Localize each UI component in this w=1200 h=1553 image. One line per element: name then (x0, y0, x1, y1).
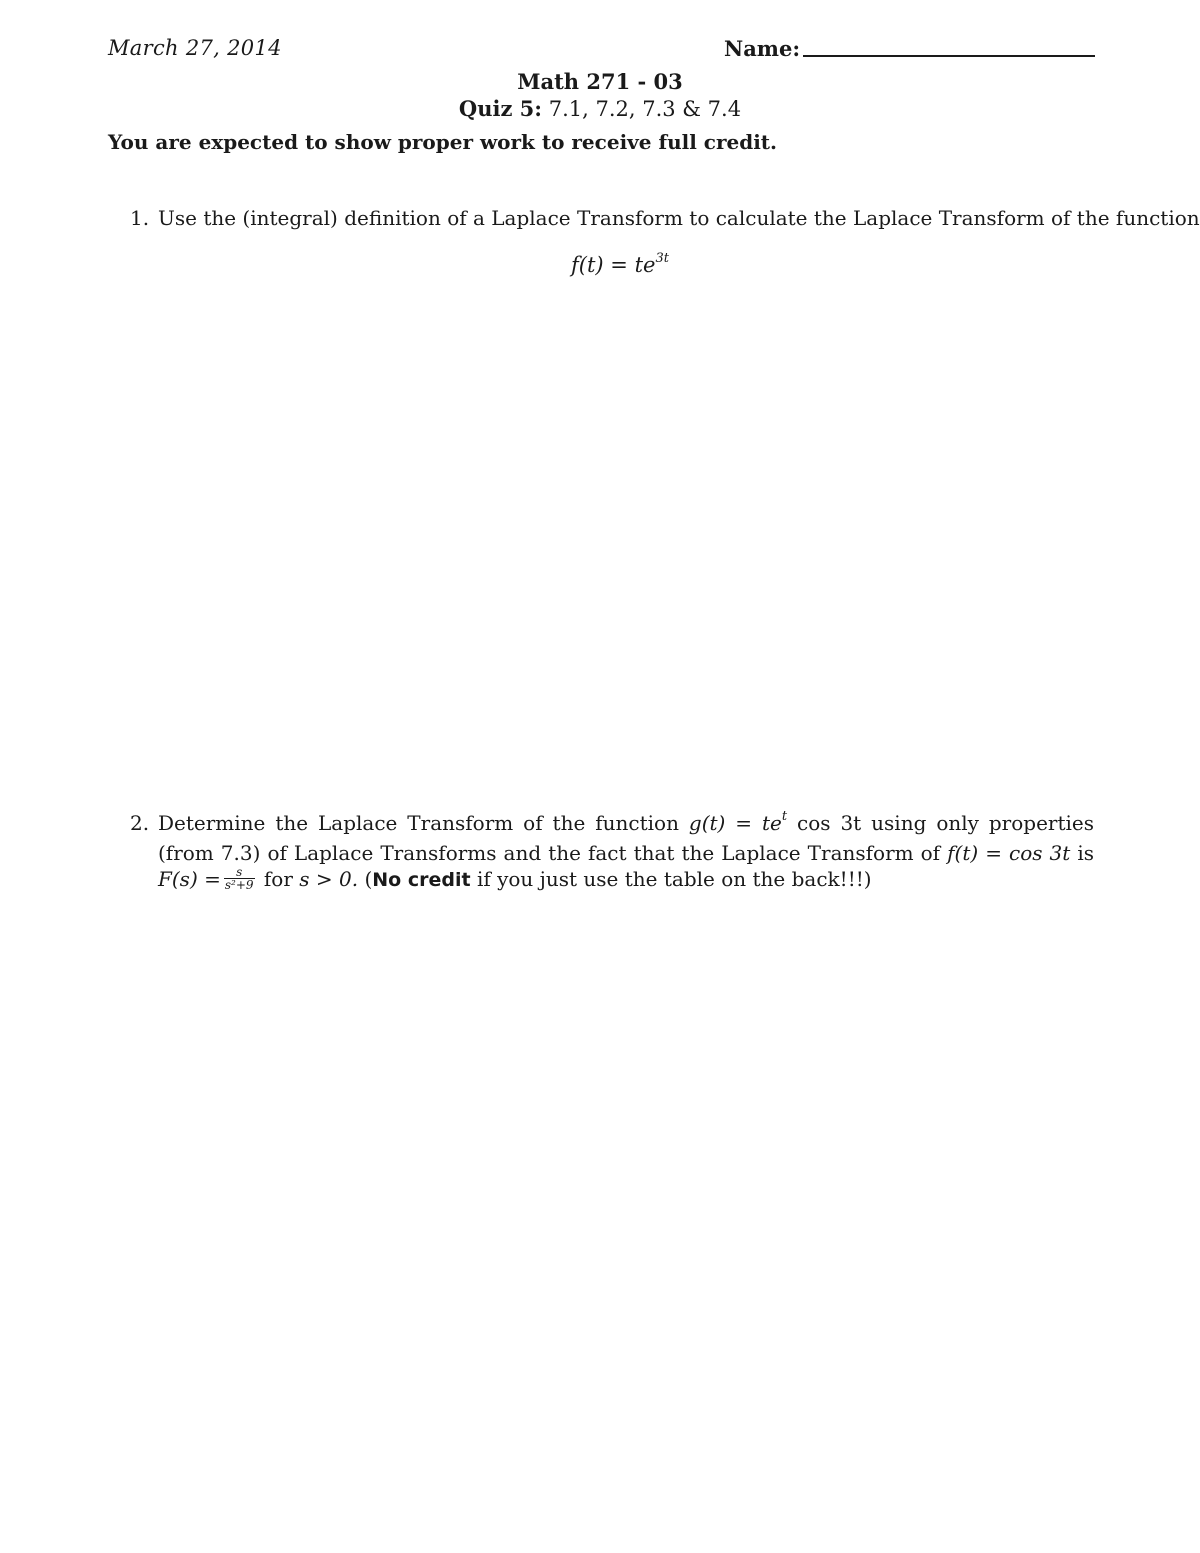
no-credit-warning: No credit (372, 869, 471, 891)
question-1-equation (0, 253, 1200, 277)
fraction-denominator: s²+9 (224, 878, 254, 892)
q2-tail: if you just use the table on the back!!!) (476, 867, 872, 891)
quiz-sections: 7.1, 7.2, 7.3 & 7.4 (548, 97, 742, 121)
quiz-label: Quiz 5: (458, 96, 543, 121)
q2-condition: s > 0. (299, 867, 359, 891)
equation-lhs: f(t) = te (571, 253, 656, 277)
q2-is: is (1077, 841, 1095, 865)
q2-F-expression: F(s) = (158, 867, 221, 891)
question-1 (130, 206, 1200, 230)
q2-g-exponent: t (781, 809, 788, 824)
name-label: Name: (724, 36, 801, 61)
q2-for: for (263, 867, 293, 891)
question-2 (130, 810, 1094, 893)
quiz-date: March 27, 2014 (108, 36, 282, 60)
question-1-text: Use the (integral) definition of a Laplace Transform to calculate the Laplace Transform of the function (158, 206, 1200, 230)
equation-exponent: 3t (655, 251, 669, 266)
question-2-text: Determine the Laplace Transform of the function $g(t) = te^t$ cos 3t using only properties (from 7.3) of Laplace Transforms and the fact that the Laplace Transform of f(t) = cos 3t is F(s) = $\frac{s}{\text{s²+9}}$ for s > 0. (No credit if you just use the table on the back!!!) (158, 809, 1095, 892)
q2-part2: using only properties (from 7.3) of Laplace Transforms and the fact that the Laplace Transform of (158, 811, 1094, 865)
fraction-numerator: s (224, 866, 255, 879)
q2-g-expression: g(t) = te (688, 811, 782, 835)
q2-f-expression: f(t) = cos 3t (947, 841, 1071, 865)
question-1-number: 1. (130, 206, 150, 230)
name-field-line[interactable] (803, 55, 1095, 57)
course-title: Math 271 - 03 (517, 69, 683, 94)
q2-fraction (224, 866, 255, 891)
quiz-heading (0, 96, 1200, 121)
instructions: You are expected to show proper work to receive full credit. (108, 130, 777, 154)
q2-part1: Determine the Laplace Transform of the function (158, 811, 679, 835)
q2-g-cos: cos 3t (797, 811, 862, 835)
question-2-number: 2. (130, 811, 150, 835)
